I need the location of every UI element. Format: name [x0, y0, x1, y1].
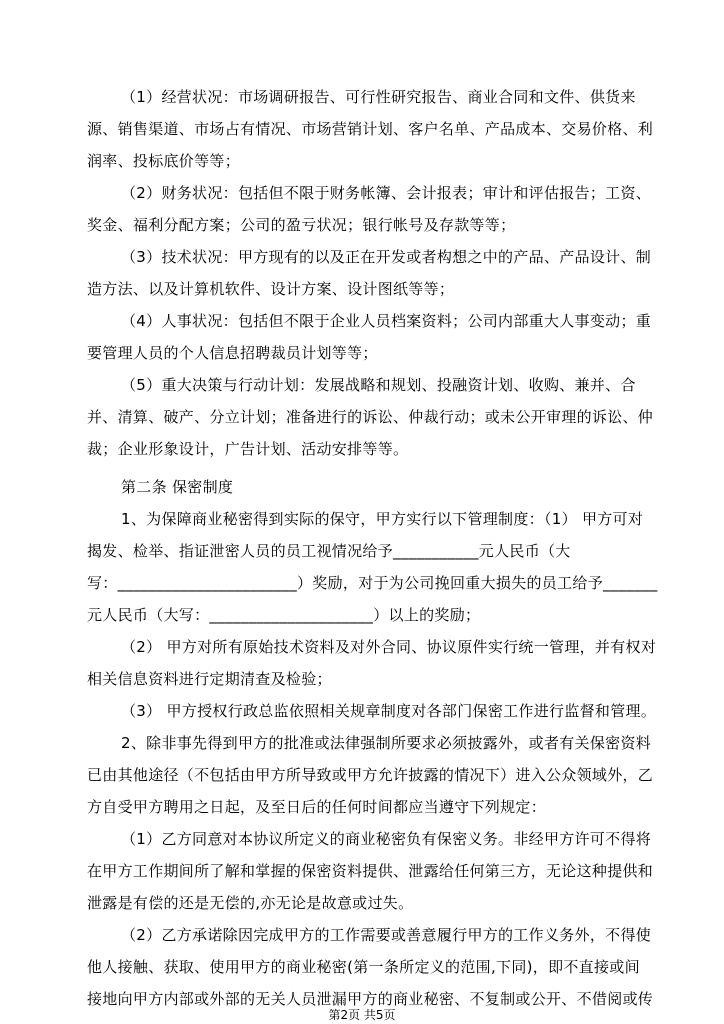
clause-1-2-line-1: （2） 甲方对所有原始技术资料及对外合同、协议原件实行统一管理，并有权对 — [121, 638, 657, 656]
page-footer: 第2页 共5页 — [328, 1008, 396, 1022]
para-4-line-2: 要管理人员的个人信息招聘裁员计划等等； — [87, 344, 378, 362]
para-5-line-3: 裁；企业形象设计，广告计划、活动安排等等。 — [87, 440, 409, 458]
para-4-line-1: （4）人事状况：包括但不限于企业人员档案资料；公司内部重大人事变动；重 — [121, 312, 652, 330]
clause-2-2-line-1: （2）乙方承诺除因完成甲方的工作需要或善意履行甲方的工作义务外，不得使 — [121, 926, 652, 944]
para-2-line-1: （2）财务状况：包括但不限于财务帐簿、会计报表；审计和评估报告；工资、 — [121, 184, 652, 202]
para-1-line-1: （1）经营状况：市场调研报告、可行性研究报告、商业合同和文件、供货来 — [121, 88, 636, 106]
clause-2-line-3: 方自受甲方聘用之日起，及至日后的任何时间都应当遵守下列规定： — [87, 798, 547, 816]
clause-1-line-1: 1、为保障商业秘密得到实际的保守，甲方实行以下管理制度：（1） 甲方可对 — [121, 510, 644, 528]
clause-1-2-line-2: 相关信息资料进行定期清查及检验； — [87, 670, 332, 688]
para-5-line-1: （5）重大决策与行动计划：发展战略和规划、投融资计划、收购、兼并、合 — [121, 376, 636, 394]
para-3-line-1: （3）技术状况：甲方现有的以及正在开发或者构想之中的产品、产品设计、制 — [121, 248, 652, 266]
clause-1-line-3: 写：_______________________）奖励，对于为公司挽回重大损失的员工给予_______ — [87, 574, 658, 592]
para-2-line-2: 奖金、福利分配方案；公司的盈亏状况；银行帐号及存款等等； — [87, 216, 516, 234]
para-5-line-2: 并、清算、破产、分立计划；准备进行的诉讼、仲裁行动；或未公开审理的诉讼、仲 — [87, 408, 654, 426]
para-1-line-2: 源、销售渠道、市场占有情况、市场营销计划、客户名单、产品成本、交易价格、利 — [87, 120, 654, 138]
clause-2-2-line-3: 接地向甲方内部或外部的无关人员泄漏甲方的商业秘密、不复制或公开、不借阅或传 — [87, 990, 654, 1008]
clause-2-1-line-3: 泄露是有偿的还是无偿的,亦无论是故意或过失。 — [87, 894, 414, 912]
clause-1-3-line-1: （3） 甲方授权行政总监依照相关规章制度对各部门保密工作进行监督和管理。 — [121, 702, 657, 720]
clause-2-2-line-2: 他人接触、获取、使用甲方的商业秘密(第一条所定义的范围,下同)，即不直接或间 — [87, 958, 640, 976]
clause-1-line-4: 元人民币（大写：_____________________）以上的奖励； — [87, 606, 481, 624]
para-3-line-2: 造方法、以及计算机软件、设计方案、设计图纸等等； — [87, 280, 455, 298]
clause-2-1-line-2: 在甲方工作期间所了解和掌握的保密资料提供、泄露给任何第三方，无论这种提供和 — [87, 862, 654, 880]
clause-1-line-2: 揭发、检举、指证泄密人员的员工视情况给予___________元人民币（大 — [87, 542, 571, 560]
clause-2-line-2: 已由其他途径（不包括由甲方所导致或甲方允许披露的情况下）进入公众领域外，乙 — [87, 766, 654, 784]
clause-2-1-line-1: （1）乙方同意对本协议所定义的商业秘密负有保密义务。非经甲方许可不得将 — [121, 830, 652, 848]
section-heading: 第二条 保密制度 — [121, 478, 234, 496]
clause-2-line-1: 2、除非事先得到甲方的批准或法律强制所要求必须披露外，或者有关保密资料 — [121, 734, 652, 752]
para-1-line-3: 润率、投标底价等等； — [87, 152, 241, 170]
